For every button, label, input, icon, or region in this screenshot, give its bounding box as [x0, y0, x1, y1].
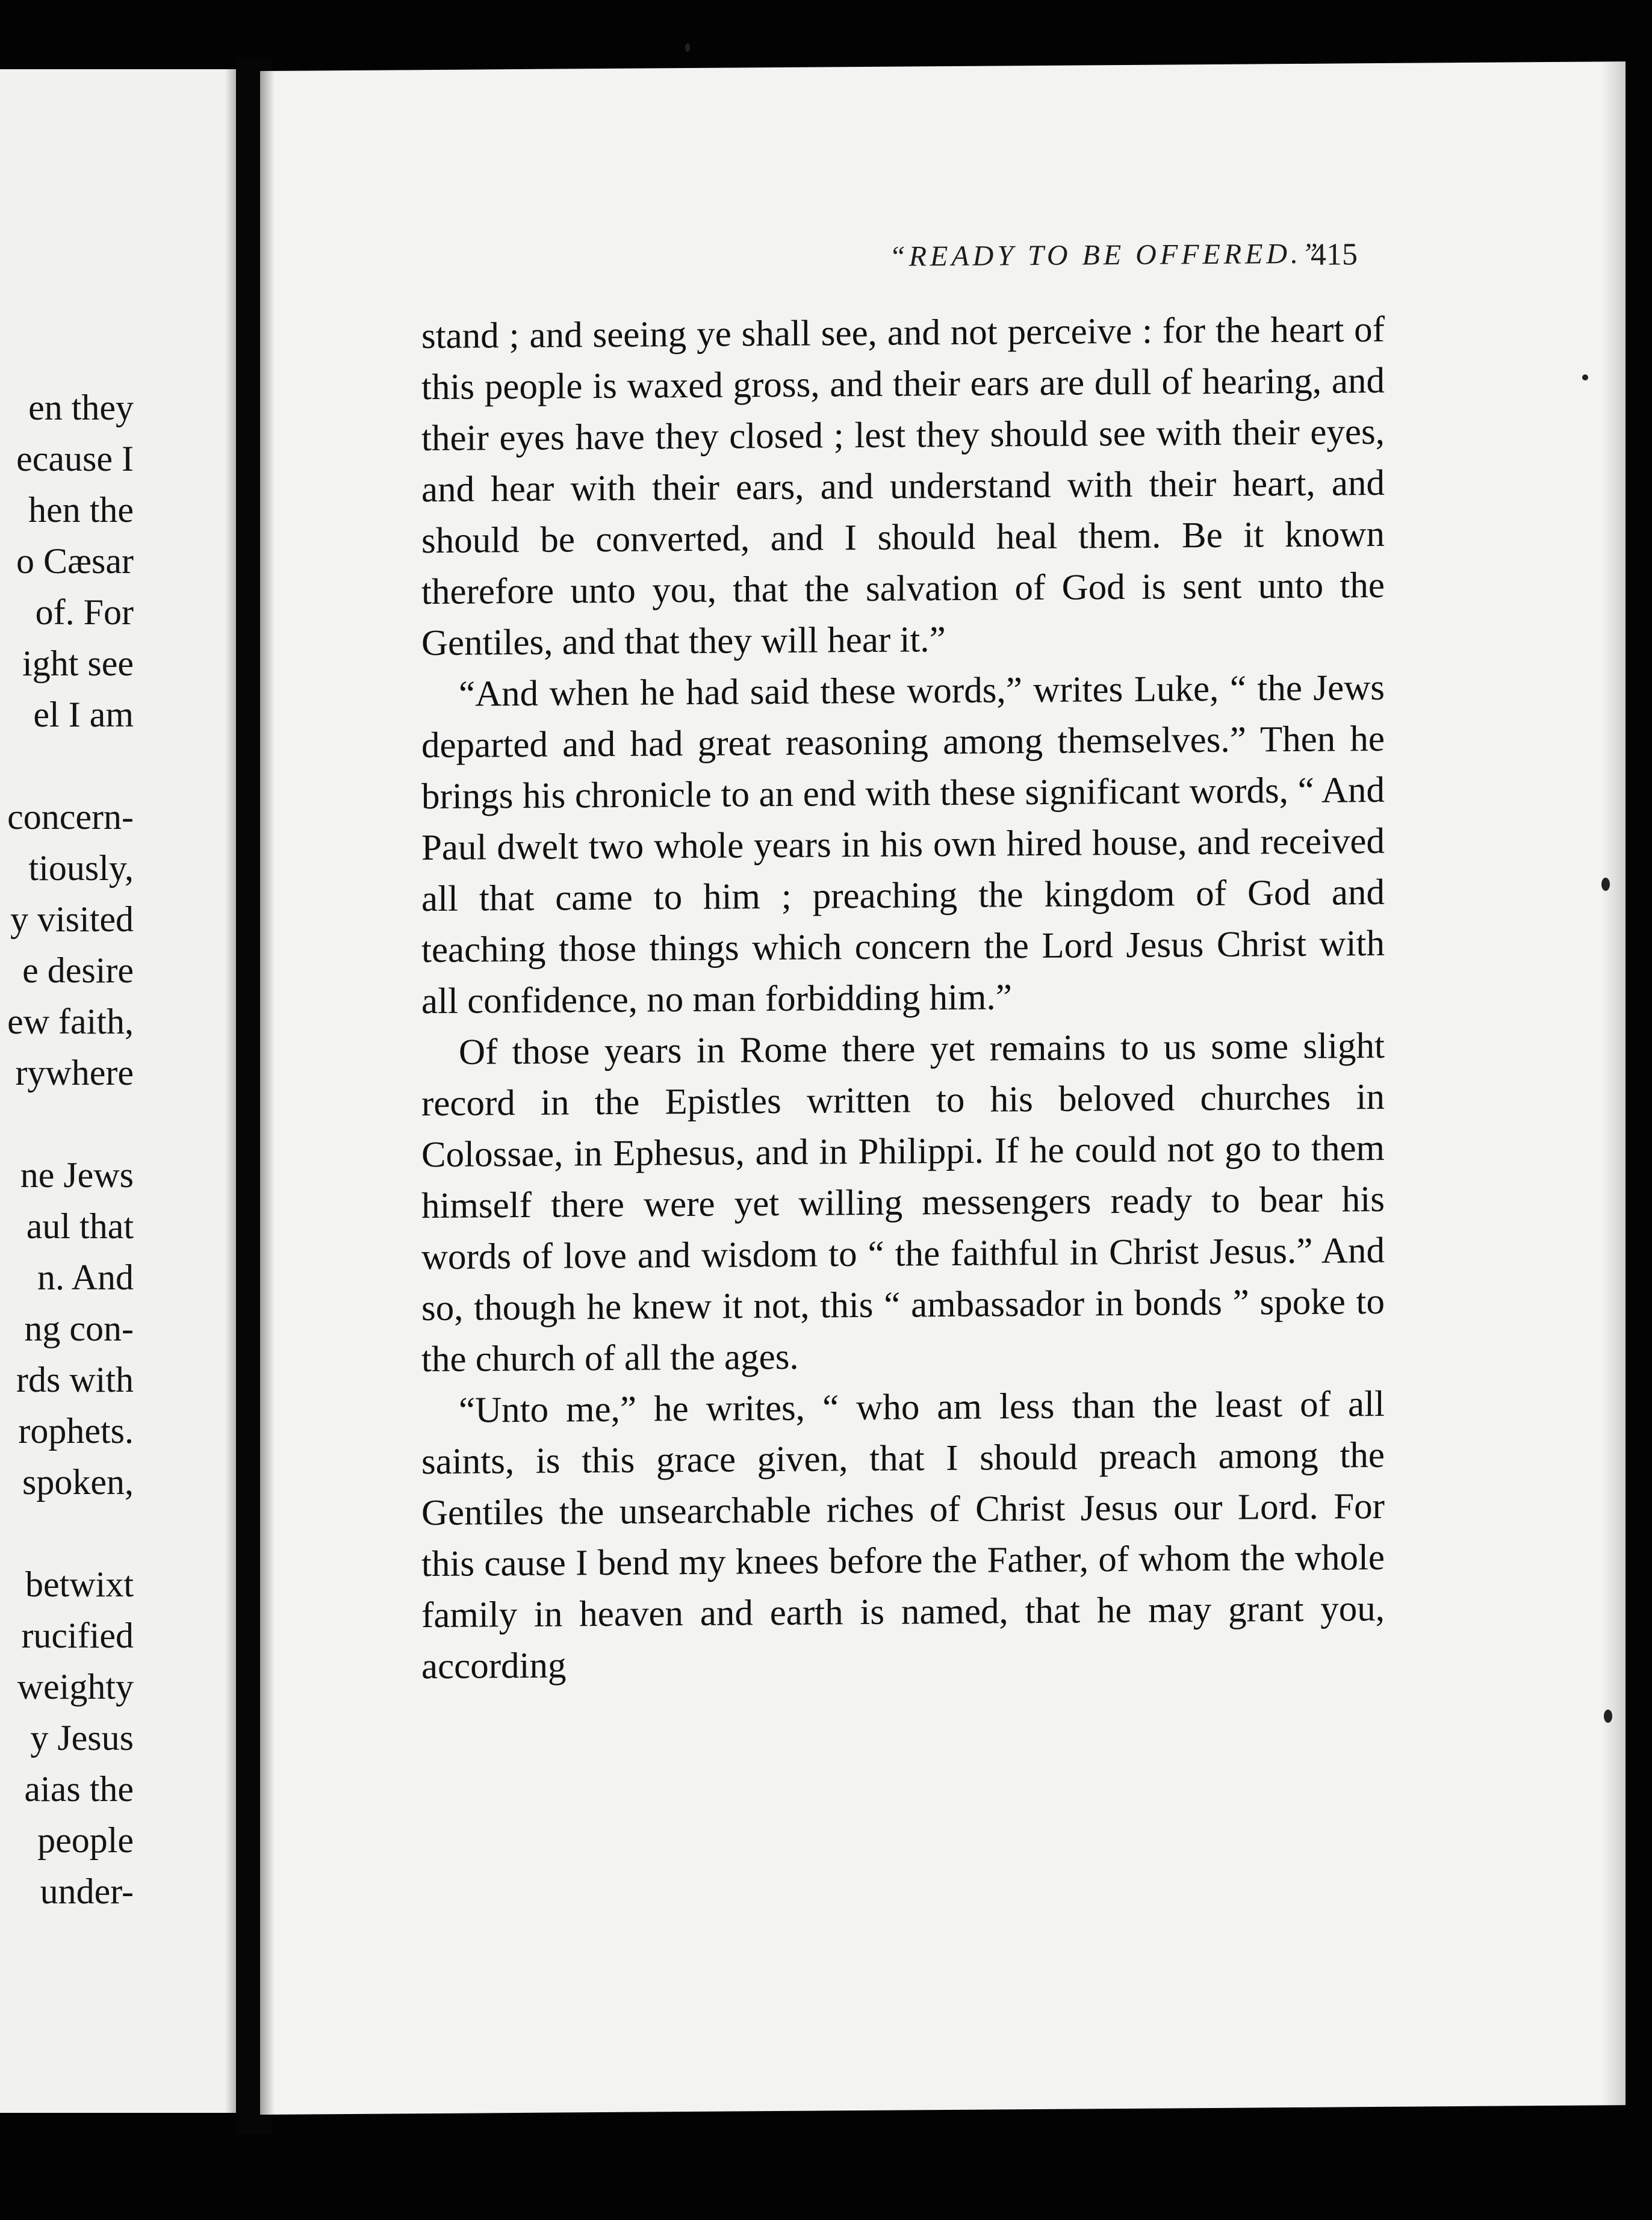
- left-line: concern-: [7, 797, 134, 837]
- left-line: e desire: [22, 950, 134, 990]
- left-line: ne Jews: [20, 1155, 134, 1195]
- left-page-text: [7, 382, 134, 1917]
- paragraph: Of those years in Rome there yet remains to us some slight record in the Epistles written to his beloved churches in Colossae, in Ephesus, and in Philippi. If he could not go to them himself there were yet willing messengers ready to bear his words of love and wisdom to “ the faithful in Christ Jesus.” And so, though he knew it not, this “ ambassador in bonds ” spoke to the church of all the ages.: [421, 1025, 1385, 1380]
- left-line: en they: [28, 388, 134, 427]
- left-line: spoken,: [22, 1462, 134, 1502]
- left-line: rophets.: [18, 1411, 134, 1451]
- left-line: rywhere: [15, 1053, 134, 1093]
- scan-speck: [1601, 878, 1610, 891]
- paragraph: “And when he had said these words,” writes Luke, “ the Jews departed and had great reasoning among themselves.” Then he brings his chronicle to an end with these significant words, “ And Paul dwelt two whole years in his own hired house, and received all that came to him ; preaching the kingdom of God and teaching those things which concern the Lord Jesus Christ with all confidence, no man forbidding him.”: [421, 667, 1385, 1022]
- left-line: aias the: [24, 1769, 134, 1809]
- left-line: y visited: [10, 899, 134, 939]
- page-edge-shadow: [1601, 61, 1626, 2105]
- paragraph: stand ; and seeing ye shall see, and not perceive : for the heart of this people is waxed gross, and their ears are dull of hearing, and their eyes have they closed ; lest they should see with their eyes, and hear with their ears, and understand with their heart, and should be converted, and I should heal them. Be it known therefore unto you, that the salvation of God is sent unto the Gentiles, and that they will hear it.”: [421, 309, 1385, 664]
- left-line: tiously,: [28, 848, 134, 888]
- left-line: people: [37, 1820, 134, 1860]
- scan-speck: [1582, 374, 1588, 380]
- left-facing-page: [0, 69, 236, 2113]
- scan-speck: [685, 43, 690, 52]
- paragraph: “Unto me,” he writes, “ who am less than the least of all saints, is this grace given, that I should preach among the Gentiles the unsearchable riches of Christ Jesus our Lord. For this cause I bend my knees before the Father, of whom the whole family in heaven and earth is named, that he may grant you, according: [421, 1383, 1385, 1687]
- left-line: [7, 1099, 134, 1150]
- left-line: aul that: [26, 1206, 134, 1246]
- body-text: [421, 304, 1385, 1692]
- page-edge-shadow: [225, 69, 236, 2113]
- left-line: ecause I: [16, 439, 134, 479]
- left-line: hen the: [28, 490, 134, 530]
- running-head: “READY TO BE OFFERED.”: [889, 237, 1321, 273]
- left-line: o Cæsar: [16, 541, 134, 581]
- left-line: ight see: [22, 643, 134, 683]
- left-line: weighty: [17, 1667, 134, 1707]
- right-main-page: [260, 61, 1626, 2115]
- left-line: of. For: [35, 592, 134, 632]
- page-edge-shadow: [260, 71, 275, 2115]
- left-line: n. And: [37, 1257, 134, 1297]
- left-line: el I am: [33, 695, 134, 734]
- left-line: [7, 1508, 134, 1559]
- left-line: rds with: [16, 1360, 134, 1400]
- scan-speck: [1604, 1710, 1612, 1723]
- left-line: ng con-: [24, 1309, 134, 1348]
- page-number: 415: [1311, 237, 1358, 272]
- left-line: y Jesus: [30, 1718, 134, 1758]
- left-line: under-: [40, 1871, 134, 1911]
- left-line: [7, 740, 134, 792]
- left-line: betwixt: [25, 1564, 134, 1604]
- left-line: ew faith,: [7, 1002, 134, 1041]
- left-line: rucified: [21, 1616, 134, 1655]
